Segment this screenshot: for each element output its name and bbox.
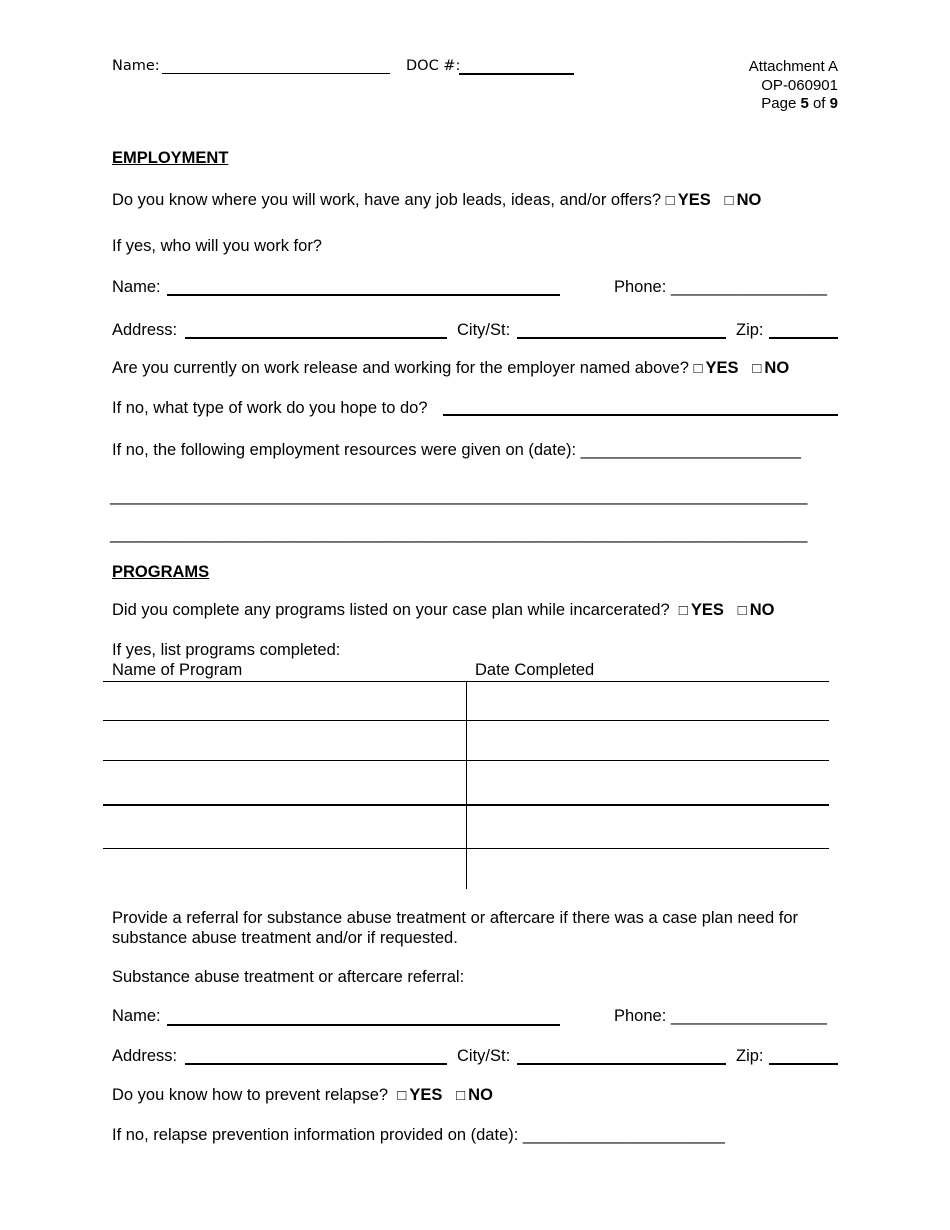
relapse-info-line[interactable]: If no, relapse prevention information provided on (date): ______________________ [112, 1126, 725, 1144]
header-name-field[interactable] [162, 73, 390, 74]
yes-checkbox[interactable]: □ YES [693, 359, 739, 377]
header-doc-label: DOC #: [406, 58, 461, 74]
yes-checkbox[interactable]: □ YES [678, 601, 724, 619]
resources-blank-line-1[interactable]: ____________________________________________________________________________ [110, 487, 808, 505]
work-release-question: Are you currently on work release and working for the employer named above? □ YES □ NO [112, 359, 790, 377]
employment-resources-line[interactable]: If no, the following employment resources were given on (date): ________________________ [112, 441, 801, 459]
referral-address-label: Address: [112, 1047, 178, 1065]
referral-city-field[interactable] [517, 1063, 726, 1065]
resources-blank-line-2[interactable]: ____________________________________________________________________________ [110, 525, 808, 543]
yes-checkbox[interactable]: □ YES [397, 1086, 443, 1104]
type-of-work-field[interactable] [443, 414, 838, 416]
referral-instructions-2: substance abuse treatment and/or if requested. [112, 929, 458, 947]
employer-name-label: Name: [112, 278, 161, 296]
employer-address-label: Address: [112, 321, 178, 339]
no-checkbox[interactable]: □ NO [456, 1086, 493, 1104]
table-header-program: Name of Program [112, 661, 243, 679]
referral-city-label: City/St: [457, 1047, 511, 1065]
referral-instructions-1: Provide a referral for substance abuse treatment or aftercare if there was a case plan need for [112, 909, 799, 927]
relapse-question: Do you know how to prevent relapse? □ YES □ NO [112, 1086, 493, 1104]
referral-zip-label: Zip: [736, 1047, 764, 1065]
programs-title: PROGRAMS [112, 563, 210, 581]
header-name-label: Name: [112, 58, 160, 74]
employer-zip-label: Zip: [736, 321, 764, 339]
employer-address-field[interactable] [185, 337, 447, 339]
no-checkbox[interactable]: □ NO [752, 359, 790, 377]
form-number: OP-060901 [761, 77, 838, 94]
programs-list-label: If yes, list programs completed: [112, 641, 341, 659]
referral-label: Substance abuse treatment or aftercare referral: [112, 968, 465, 986]
table-column-divider [466, 681, 467, 889]
table-header-date: Date Completed [475, 661, 595, 679]
yes-checkbox[interactable]: □ YES [665, 191, 711, 209]
employment-title: EMPLOYMENT [112, 149, 229, 167]
employer-phone-label[interactable]: Phone: _________________ [614, 278, 827, 296]
referral-zip-field[interactable] [769, 1063, 838, 1065]
employer-name-field[interactable] [167, 294, 560, 296]
no-checkbox[interactable]: □ NO [724, 191, 762, 209]
referral-phone-label[interactable]: Phone: _________________ [614, 1007, 827, 1025]
header-doc-field[interactable] [459, 73, 574, 75]
referral-name-label: Name: [112, 1007, 161, 1025]
attachment-label: Attachment A [748, 58, 838, 75]
no-checkbox[interactable]: □ NO [737, 601, 775, 619]
type-of-work-label: If no, what type of work do you hope to do? [112, 399, 428, 417]
employment-question-know-where: Do you know where you will work, have any job leads, ideas, and/or offers? □ YES □ NO [112, 191, 762, 209]
employment-who-label: If yes, who will you work for? [112, 237, 322, 255]
employer-city-field[interactable] [517, 337, 726, 339]
referral-name-field[interactable] [167, 1024, 560, 1026]
page-indicator: Page 5 of 9 [761, 95, 838, 112]
referral-address-field[interactable] [185, 1063, 447, 1065]
employer-zip-field[interactable] [769, 337, 838, 339]
programs-question: Did you complete any programs listed on your case plan while incarcerated? □ YES □ NO [112, 601, 775, 619]
employer-city-label: City/St: [457, 321, 511, 339]
